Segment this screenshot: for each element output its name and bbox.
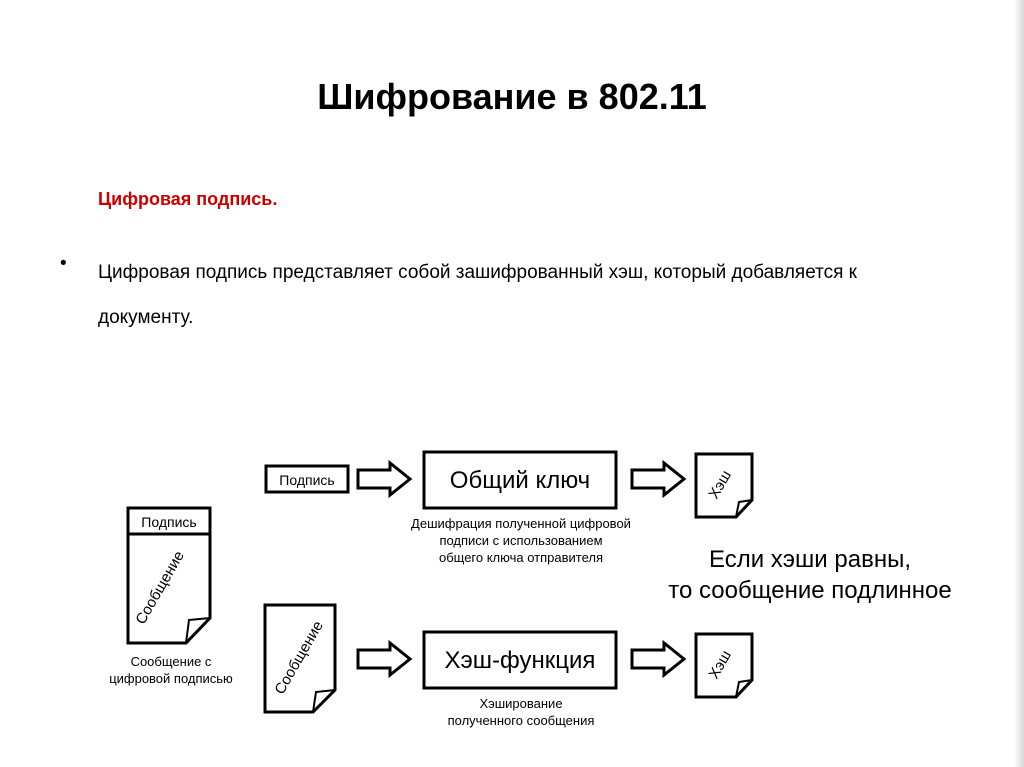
signed-doc-caption-line1: Сообщение с	[130, 654, 212, 669]
bottom-arrow-2	[632, 643, 684, 675]
slide-title: Шифрование в 802.11	[317, 76, 707, 117]
signed-doc-caption-line2: цифровой подписью	[109, 671, 233, 686]
bullet-marker: •	[60, 253, 67, 274]
bottom-caption-line2: полученного сообщения	[447, 713, 595, 728]
bottom-message-label: Сообщение	[271, 618, 327, 698]
top-caption-line1: Дешифрация полученной цифровой	[411, 516, 631, 531]
top-row	[266, 452, 752, 565]
conclusion-line1: Если хэши равны,	[708, 546, 912, 573]
conclusion-line2: то сообщение подлинное	[668, 577, 952, 604]
bullet-text: Цифровая подпись представляет собой зашифрованный хэш, который добавляется к документу.	[98, 262, 857, 328]
bottom-arrow-1	[358, 643, 410, 675]
top-hash-label: Хэш	[705, 467, 735, 502]
bottom-row	[265, 605, 752, 728]
signed-document	[109, 508, 233, 686]
public-key-label: Общий ключ	[449, 467, 591, 494]
top-arrow-1	[358, 463, 410, 495]
hash-function-label: Хэш-функция	[444, 647, 596, 674]
top-signature-label: Подпись	[279, 472, 335, 488]
signed-doc-message-label: Сообщение	[132, 548, 188, 628]
top-arrow-2	[632, 463, 684, 495]
top-caption-line3: общего ключа отправителя	[438, 550, 604, 565]
slide-subtitle: Цифровая подпись.	[98, 189, 278, 209]
bottom-hash-label: Хэш	[705, 647, 735, 682]
bottom-caption-line1: Хэширование	[479, 696, 563, 711]
top-caption-line2: подписи с использованием	[439, 533, 603, 548]
signed-doc-signature-label: Подпись	[141, 514, 197, 530]
